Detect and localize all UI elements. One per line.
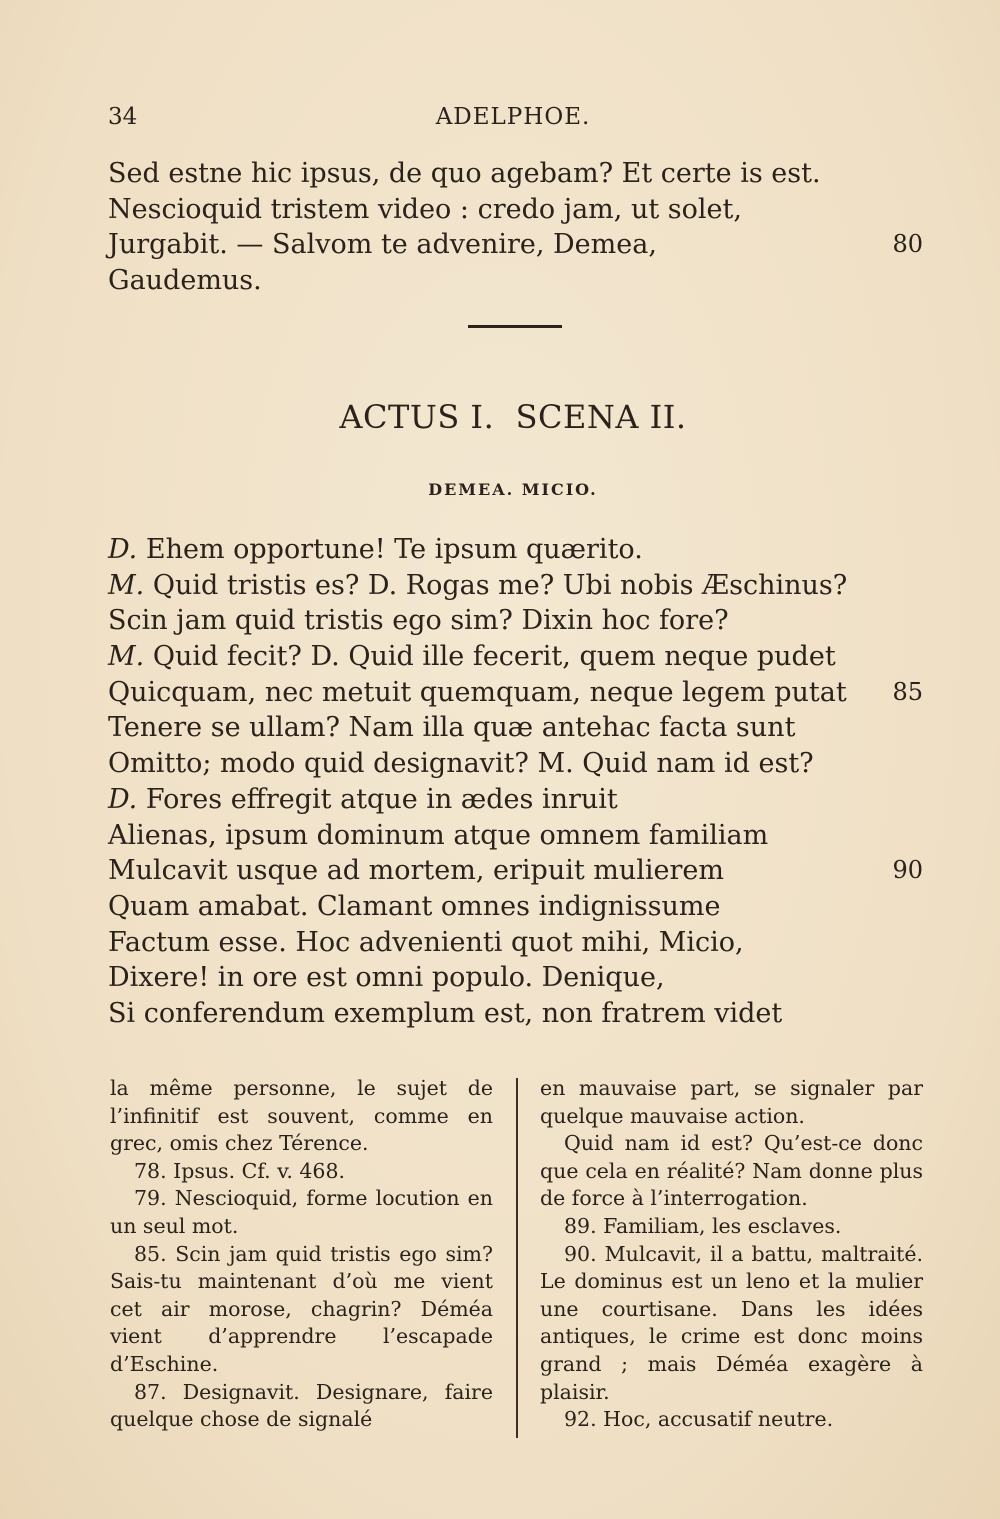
speaker-abbrev: D. [108, 783, 138, 815]
verse-text: Scin jam quid tristis ego sim? Dixin hoc fore? [108, 605, 729, 637]
speaker-abbrev: D. [108, 534, 138, 565]
verse-line [108, 818, 923, 854]
page-number: 34 [108, 104, 138, 130]
line-number: 80 [892, 230, 923, 259]
verse-text: Quicquam, nec metuit quemquam, neque legem putat [108, 676, 847, 708]
verse-line [108, 996, 923, 1032]
verse-text: Mulcavit usque ad mortem, eripuit mulierem [108, 855, 725, 887]
line-number: 85 [892, 677, 923, 706]
verse-line [108, 603, 923, 639]
verse-line [108, 746, 923, 782]
verse-line [108, 532, 923, 568]
footnote: en mauvaise part, se signaler par quelque mauvaise action. [540, 1076, 923, 1128]
verse-text: Gaudemus. [108, 265, 262, 297]
footnote: 90. Mulcavit, il a battu, maltraité. Le dominus est un leno et la mulier une courtisane. Dans les idées antiques, le crime est donc moins grand ; mais Déméa exagère à plaisir. [540, 1241, 923, 1404]
footnote: 78. Ipsus. Cf. v. 468. [134, 1158, 346, 1183]
verse-line [108, 639, 923, 675]
verse-line [108, 675, 923, 711]
footnote: la même personne, le sujet de l’infinitif est souvent, comme en grec, omis chez Térence. [110, 1076, 493, 1156]
verse-line [108, 227, 923, 263]
verse-line [108, 782, 923, 818]
running-title: ADELPHOE. [435, 104, 591, 130]
verse-text: Jurgabit. — Salvom te advenire, Demea, [108, 229, 657, 261]
footnote: 92. Hoc, accusatif neutre. [564, 1407, 834, 1432]
verse-text: Sed estne hic ipsus, de quo agebam? Et certe is est. [108, 158, 821, 189]
scene-title: ACTUS I. SCENA II. [339, 398, 687, 436]
verse-text: Ehem opportune! Te ipsum quærito. [137, 534, 643, 565]
column-divider [516, 1078, 518, 1438]
verse-text: Dixere! in ore est omni populo. Denique, [108, 962, 665, 994]
speaker-abbrev: M. [108, 569, 145, 601]
footnotes-right-column [540, 1075, 923, 1434]
verse-line [108, 568, 923, 604]
speaker-abbrev: M. [108, 641, 145, 673]
footnotes-left-column [110, 1075, 493, 1434]
footnote: 79. Nescioquid, forme locution en un seul mot. [110, 1186, 493, 1238]
scene-characters: DEMEA. MICIO. [428, 480, 598, 499]
verse-block-top [108, 156, 923, 299]
verse-line [108, 156, 923, 192]
verse-line [108, 853, 923, 889]
verse-line [108, 192, 923, 228]
verse-text: Nescioquid tristem video : credo jam, ut solet, [108, 193, 742, 225]
section-divider [468, 325, 562, 328]
page-header [108, 104, 918, 138]
footnote: 87. Designavit. Designare, faire quelque chose de signalé [110, 1379, 493, 1432]
verse-text: Quam amabat. Clamant omnes indignissume [108, 890, 721, 922]
verse-line [108, 889, 923, 925]
verse-block-main [108, 532, 923, 1032]
verse-line [108, 925, 923, 961]
footnote: 89. Familiam, les esclaves. [564, 1213, 842, 1238]
verse-text: Factum esse. Hoc advenienti quot mihi, Micio, [108, 926, 744, 958]
footnote: Quid nam id est? Qu’est-ce donc que cela en réalité? Nam donne plus de force à l’interrogation. [540, 1131, 923, 1211]
verse-text: Quid fecit? D. Quid ille fecerit, quem neque pudet [144, 641, 836, 673]
verse-text: Fores effregit atque in ædes inruit [137, 783, 618, 815]
footnote: 85. Scin jam quid tristis ego sim? Sais-tu maintenant d’où me vient cet air morose, chagrin? Déméa vient d’apprendre l’escapade d’Eschine. [110, 1241, 493, 1376]
verse-text: Quid tristis es? D. Rogas me? Ubi nobis Æschinus? [144, 569, 848, 601]
verse-text: Omitto; modo quid designavit? M. Quid nam id est? [108, 748, 814, 780]
verse-text: Alienas, ipsum dominum atque omnem familiam [108, 819, 769, 851]
verse-line [108, 960, 923, 996]
verse-text: Tenere se ullam? Nam illa quæ antehac facta sunt [108, 712, 796, 744]
verse-text: Si conferendum exemplum est, non fratrem videt [108, 997, 783, 1029]
verse-line [108, 710, 923, 746]
line-number: 90 [892, 856, 923, 885]
verse-line [108, 263, 923, 299]
